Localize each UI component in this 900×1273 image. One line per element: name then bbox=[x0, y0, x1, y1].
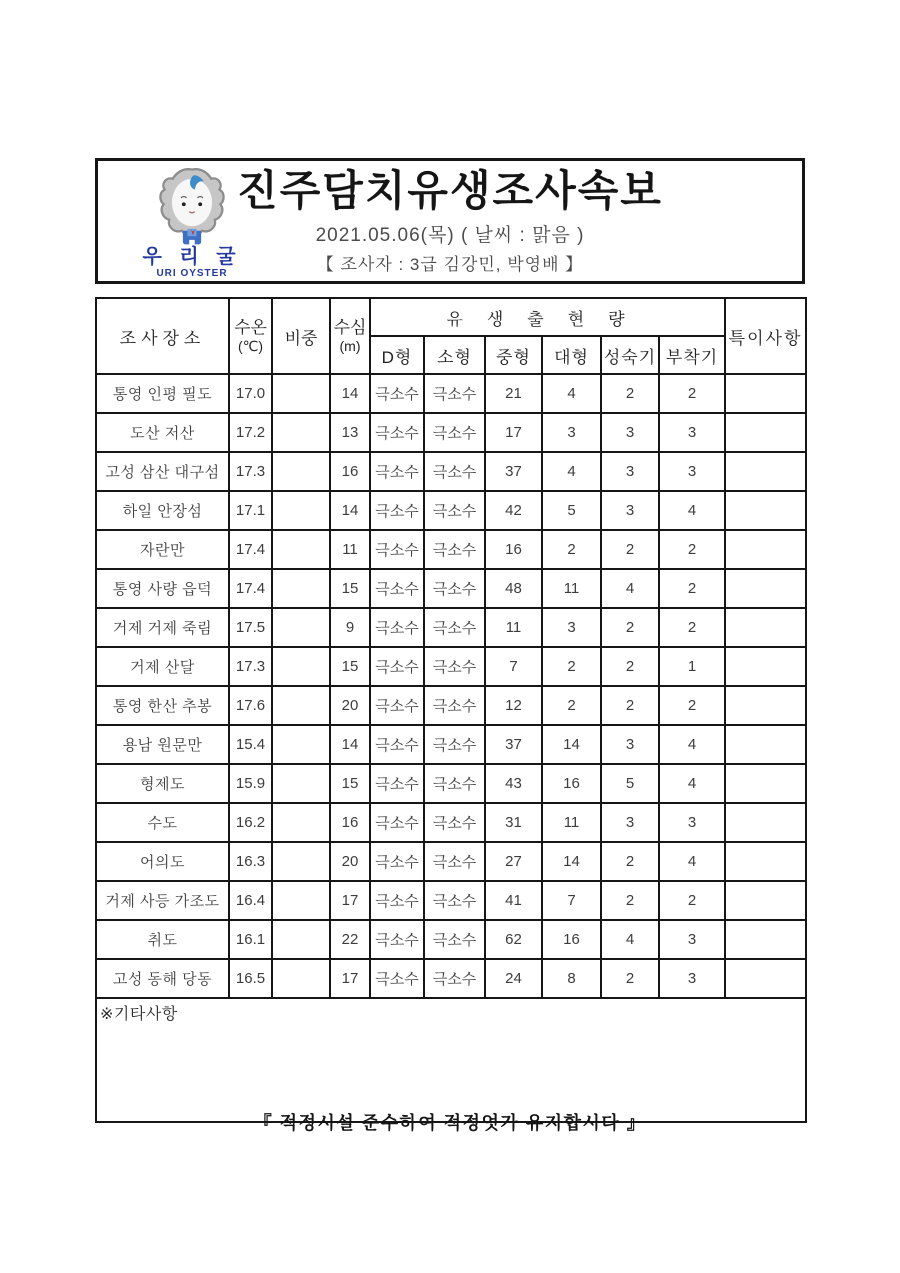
cell-depth: 11 bbox=[330, 530, 370, 569]
cell-attach: 4 bbox=[659, 842, 725, 881]
cell-depth: 16 bbox=[330, 803, 370, 842]
cell-attach: 3 bbox=[659, 452, 725, 491]
cell-location: 취도 bbox=[96, 920, 229, 959]
cell-medium: 48 bbox=[485, 569, 542, 608]
cell-medium: 27 bbox=[485, 842, 542, 881]
cell-depth: 15 bbox=[330, 569, 370, 608]
cell-water-temp: 16.1 bbox=[229, 920, 272, 959]
cell-medium: 7 bbox=[485, 647, 542, 686]
cell-water-temp: 15.9 bbox=[229, 764, 272, 803]
cell-location: 어의도 bbox=[96, 842, 229, 881]
cell-note bbox=[725, 491, 806, 530]
cell-d-type: 극소수 bbox=[370, 725, 424, 764]
cell-depth: 14 bbox=[330, 491, 370, 530]
table-row bbox=[96, 686, 806, 725]
cell-large: 3 bbox=[542, 608, 601, 647]
cell-depth: 13 bbox=[330, 413, 370, 452]
table-row bbox=[96, 842, 806, 881]
cell-water-temp: 17.3 bbox=[229, 452, 272, 491]
cell-medium: 12 bbox=[485, 686, 542, 725]
col-header-larvae-group: 유생출현량 bbox=[370, 298, 725, 336]
cell-d-type: 극소수 bbox=[370, 647, 424, 686]
table-row bbox=[96, 764, 806, 803]
cell-depth: 9 bbox=[330, 608, 370, 647]
cell-note bbox=[725, 452, 806, 491]
col-header-location: 조사장소 bbox=[96, 298, 229, 374]
cell-small: 극소수 bbox=[424, 959, 485, 998]
cell-mature: 2 bbox=[601, 608, 659, 647]
larvae-survey-table bbox=[95, 297, 807, 1123]
cell-medium: 62 bbox=[485, 920, 542, 959]
cell-specific-gravity bbox=[272, 920, 330, 959]
cell-specific-gravity bbox=[272, 881, 330, 920]
cell-d-type: 극소수 bbox=[370, 491, 424, 530]
cell-small: 극소수 bbox=[424, 842, 485, 881]
cell-note bbox=[725, 803, 806, 842]
cell-note bbox=[725, 530, 806, 569]
logo-english-name: URI OYSTER bbox=[156, 268, 228, 279]
cell-small: 극소수 bbox=[424, 686, 485, 725]
cell-location: 형제도 bbox=[96, 764, 229, 803]
cell-depth: 17 bbox=[330, 959, 370, 998]
cell-medium: 24 bbox=[485, 959, 542, 998]
cell-specific-gravity bbox=[272, 725, 330, 764]
cell-specific-gravity bbox=[272, 842, 330, 881]
cell-large: 16 bbox=[542, 920, 601, 959]
cell-small: 극소수 bbox=[424, 725, 485, 764]
cell-large: 4 bbox=[542, 452, 601, 491]
cell-mature: 2 bbox=[601, 881, 659, 920]
cell-specific-gravity bbox=[272, 647, 330, 686]
cell-location: 수도 bbox=[96, 803, 229, 842]
table-row bbox=[96, 491, 806, 530]
cell-large: 11 bbox=[542, 569, 601, 608]
cell-small: 극소수 bbox=[424, 569, 485, 608]
cell-water-temp: 16.4 bbox=[229, 881, 272, 920]
cell-medium: 37 bbox=[485, 725, 542, 764]
cell-medium: 21 bbox=[485, 374, 542, 413]
cell-water-temp: 17.1 bbox=[229, 491, 272, 530]
cell-attach: 2 bbox=[659, 686, 725, 725]
cell-water-temp: 17.4 bbox=[229, 569, 272, 608]
cell-location: 하일 안장섬 bbox=[96, 491, 229, 530]
col-header-depth bbox=[330, 298, 370, 374]
cell-mature: 3 bbox=[601, 413, 659, 452]
table-row bbox=[96, 374, 806, 413]
cell-medium: 42 bbox=[485, 491, 542, 530]
cell-note bbox=[725, 647, 806, 686]
col-header-depth-unit: (m) bbox=[339, 337, 361, 354]
cell-medium: 17 bbox=[485, 413, 542, 452]
cell-d-type: 극소수 bbox=[370, 569, 424, 608]
cell-specific-gravity bbox=[272, 803, 330, 842]
cell-attach: 3 bbox=[659, 803, 725, 842]
cell-location: 고성 동해 당동 bbox=[96, 959, 229, 998]
col-header-temp-unit: (℃) bbox=[237, 337, 264, 354]
cell-large: 4 bbox=[542, 374, 601, 413]
cell-note bbox=[725, 842, 806, 881]
cell-d-type: 극소수 bbox=[370, 452, 424, 491]
col-header-attach: 부착기 bbox=[659, 336, 725, 374]
table-row bbox=[96, 920, 806, 959]
cell-location: 통영 사량 읍덕 bbox=[96, 569, 229, 608]
table-row bbox=[96, 452, 806, 491]
cell-mature: 2 bbox=[601, 959, 659, 998]
cell-mature: 3 bbox=[601, 491, 659, 530]
cell-medium: 11 bbox=[485, 608, 542, 647]
cell-water-temp: 17.2 bbox=[229, 413, 272, 452]
cell-specific-gravity bbox=[272, 764, 330, 803]
cell-medium: 37 bbox=[485, 452, 542, 491]
cell-medium: 41 bbox=[485, 881, 542, 920]
cell-d-type: 극소수 bbox=[370, 413, 424, 452]
cell-small: 극소수 bbox=[424, 530, 485, 569]
col-header-medium: 중형 bbox=[485, 336, 542, 374]
cell-water-temp: 17.0 bbox=[229, 374, 272, 413]
cell-mature: 4 bbox=[601, 920, 659, 959]
col-header-large: 대형 bbox=[542, 336, 601, 374]
uri-oyster-logo bbox=[132, 165, 252, 281]
cell-mature: 5 bbox=[601, 764, 659, 803]
table-row bbox=[96, 725, 806, 764]
cell-medium: 43 bbox=[485, 764, 542, 803]
cell-large: 8 bbox=[542, 959, 601, 998]
cell-large: 5 bbox=[542, 491, 601, 530]
cell-location: 통영 인평 필도 bbox=[96, 374, 229, 413]
cell-mature: 2 bbox=[601, 374, 659, 413]
table-row bbox=[96, 881, 806, 920]
cell-small: 극소수 bbox=[424, 452, 485, 491]
cell-d-type: 극소수 bbox=[370, 608, 424, 647]
cell-mature: 2 bbox=[601, 842, 659, 881]
logo-korean-name: 우 리 굴 bbox=[142, 246, 242, 268]
cell-water-temp: 17.4 bbox=[229, 530, 272, 569]
report-header bbox=[95, 158, 805, 284]
cell-mature: 2 bbox=[601, 647, 659, 686]
cell-depth: 22 bbox=[330, 920, 370, 959]
cell-attach: 3 bbox=[659, 959, 725, 998]
cell-large: 2 bbox=[542, 530, 601, 569]
cell-medium: 16 bbox=[485, 530, 542, 569]
cell-attach: 4 bbox=[659, 725, 725, 764]
col-header-depth-label: 수심 bbox=[333, 318, 367, 338]
cell-specific-gravity bbox=[272, 530, 330, 569]
cell-note bbox=[725, 764, 806, 803]
cell-mature: 4 bbox=[601, 569, 659, 608]
cell-depth: 20 bbox=[330, 842, 370, 881]
cell-specific-gravity bbox=[272, 491, 330, 530]
col-header-temp bbox=[229, 298, 272, 374]
cell-d-type: 극소수 bbox=[370, 881, 424, 920]
misc-row bbox=[96, 998, 806, 1122]
cell-attach: 2 bbox=[659, 374, 725, 413]
cell-attach: 2 bbox=[659, 530, 725, 569]
survey-date-line: 2021.05.06(목) ( 날씨 : 맑음 ) bbox=[315, 225, 585, 247]
cell-water-temp: 17.6 bbox=[229, 686, 272, 725]
cell-large: 14 bbox=[542, 725, 601, 764]
cell-d-type: 극소수 bbox=[370, 374, 424, 413]
table-row bbox=[96, 413, 806, 452]
cell-specific-gravity bbox=[272, 569, 330, 608]
cell-location: 도산 저산 bbox=[96, 413, 229, 452]
cell-mature: 3 bbox=[601, 452, 659, 491]
cell-large: 2 bbox=[542, 647, 601, 686]
cell-note bbox=[725, 920, 806, 959]
cell-note bbox=[725, 881, 806, 920]
cell-location: 고성 삼산 대구섬 bbox=[96, 452, 229, 491]
cell-small: 극소수 bbox=[424, 374, 485, 413]
cell-note bbox=[725, 725, 806, 764]
cell-water-temp: 17.3 bbox=[229, 647, 272, 686]
cell-small: 극소수 bbox=[424, 764, 485, 803]
cell-mature: 2 bbox=[601, 530, 659, 569]
cell-small: 극소수 bbox=[424, 413, 485, 452]
cell-d-type: 극소수 bbox=[370, 764, 424, 803]
cell-depth: 14 bbox=[330, 725, 370, 764]
cell-d-type: 극소수 bbox=[370, 530, 424, 569]
cell-water-temp: 17.5 bbox=[229, 608, 272, 647]
cell-small: 극소수 bbox=[424, 491, 485, 530]
cell-attach: 2 bbox=[659, 881, 725, 920]
cell-note bbox=[725, 959, 806, 998]
cell-large: 16 bbox=[542, 764, 601, 803]
table-row bbox=[96, 803, 806, 842]
page-title: 진주담치유생조사속보 bbox=[237, 167, 663, 214]
cell-water-temp: 16.3 bbox=[229, 842, 272, 881]
cell-small: 극소수 bbox=[424, 608, 485, 647]
cell-attach: 1 bbox=[659, 647, 725, 686]
cell-specific-gravity bbox=[272, 413, 330, 452]
cell-note bbox=[725, 413, 806, 452]
table-row bbox=[96, 569, 806, 608]
cell-depth: 15 bbox=[330, 764, 370, 803]
cell-d-type: 극소수 bbox=[370, 686, 424, 725]
cell-large: 11 bbox=[542, 803, 601, 842]
cell-location: 거제 사등 가조도 bbox=[96, 881, 229, 920]
cell-specific-gravity bbox=[272, 686, 330, 725]
cell-location: 거제 거제 죽림 bbox=[96, 608, 229, 647]
table-row bbox=[96, 530, 806, 569]
cell-note bbox=[725, 686, 806, 725]
cell-small: 극소수 bbox=[424, 803, 485, 842]
cell-d-type: 극소수 bbox=[370, 803, 424, 842]
cell-depth: 16 bbox=[330, 452, 370, 491]
col-header-gravity: 비중 bbox=[272, 298, 330, 374]
table-row bbox=[96, 608, 806, 647]
cell-attach: 4 bbox=[659, 491, 725, 530]
misc-section-label: ※기타사항 bbox=[96, 998, 806, 1122]
col-header-note: 특이사항 bbox=[725, 298, 806, 374]
cell-large: 7 bbox=[542, 881, 601, 920]
cell-small: 극소수 bbox=[424, 881, 485, 920]
cell-note bbox=[725, 608, 806, 647]
cell-water-temp: 15.4 bbox=[229, 725, 272, 764]
cell-d-type: 극소수 bbox=[370, 920, 424, 959]
cell-mature: 2 bbox=[601, 686, 659, 725]
surveyor-line: 【 조사자 : 3급 김강민, 박영배 】 bbox=[316, 255, 584, 275]
cell-location: 거제 산달 bbox=[96, 647, 229, 686]
cell-attach: 3 bbox=[659, 413, 725, 452]
cell-location: 용남 원문만 bbox=[96, 725, 229, 764]
cell-d-type: 극소수 bbox=[370, 959, 424, 998]
cell-depth: 15 bbox=[330, 647, 370, 686]
cell-note bbox=[725, 569, 806, 608]
table-row bbox=[96, 647, 806, 686]
cell-mature: 3 bbox=[601, 725, 659, 764]
cell-attach: 2 bbox=[659, 569, 725, 608]
cell-specific-gravity bbox=[272, 374, 330, 413]
cell-water-temp: 16.2 bbox=[229, 803, 272, 842]
cell-d-type: 극소수 bbox=[370, 842, 424, 881]
oyster-mascot-icon bbox=[154, 165, 230, 249]
cell-specific-gravity bbox=[272, 452, 330, 491]
cell-depth: 20 bbox=[330, 686, 370, 725]
cell-attach: 2 bbox=[659, 608, 725, 647]
footer-slogan: 『 적정시설 준수하여 적정엇가 유지합시다 』 bbox=[253, 1113, 647, 1133]
cell-attach: 3 bbox=[659, 920, 725, 959]
cell-large: 14 bbox=[542, 842, 601, 881]
cell-note bbox=[725, 374, 806, 413]
col-header-mature: 성숙기 bbox=[601, 336, 659, 374]
cell-large: 2 bbox=[542, 686, 601, 725]
cell-small: 극소수 bbox=[424, 647, 485, 686]
col-header-d-type: D형 bbox=[370, 336, 424, 374]
cell-mature: 3 bbox=[601, 803, 659, 842]
col-header-small: 소형 bbox=[424, 336, 485, 374]
cell-medium: 31 bbox=[485, 803, 542, 842]
cell-water-temp: 16.5 bbox=[229, 959, 272, 998]
cell-small: 극소수 bbox=[424, 920, 485, 959]
cell-location: 통영 한산 추봉 bbox=[96, 686, 229, 725]
col-header-temp-label: 수온 bbox=[234, 318, 267, 338]
cell-depth: 14 bbox=[330, 374, 370, 413]
cell-specific-gravity bbox=[272, 608, 330, 647]
table-row bbox=[96, 959, 806, 998]
cell-large: 3 bbox=[542, 413, 601, 452]
cell-specific-gravity bbox=[272, 959, 330, 998]
cell-attach: 4 bbox=[659, 764, 725, 803]
cell-depth: 17 bbox=[330, 881, 370, 920]
cell-location: 자란만 bbox=[96, 530, 229, 569]
